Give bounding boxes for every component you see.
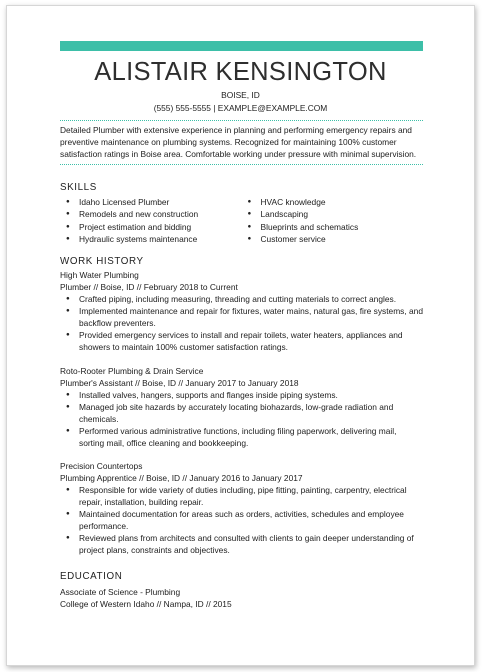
job-role: Plumber // Boise, ID // February 2018 to Current (60, 282, 238, 292)
job-entry (60, 365, 423, 449)
accent-bar (60, 41, 423, 51)
skills-heading: SKILLS (60, 182, 97, 193)
education-school: College of Western Idaho // Nampa, ID // 2015 (60, 599, 232, 609)
job-bullets (60, 484, 423, 556)
job-company: High Water Plumbing (60, 270, 139, 280)
dotted-divider-top (60, 120, 423, 121)
skill-item: ● Blueprints and schematics (242, 221, 424, 233)
job-bullet: ● Responsible for wide variety of duties including, pipe fitting, painting, carpentry, electrical repair, installation, building repair. (60, 484, 423, 508)
skill-item: ● Landscaping (242, 208, 424, 220)
skill-item: ● Remodels and new construction (60, 208, 242, 220)
job-bullet: ● Installed valves, hangers, supports and flanges inside piping systems. (60, 389, 423, 401)
job-company: Precision Countertops (60, 461, 143, 471)
job-bullets (60, 389, 423, 449)
job-entry (60, 460, 423, 556)
education-entry (60, 586, 232, 610)
skills-list (60, 196, 423, 246)
job-bullet: ● Provided emergency services to install and repair toilets, water heaters, appliances and showers to maintain 100% customer satisfaction ratings. (60, 329, 423, 353)
skill-item: ● Customer service (242, 233, 424, 245)
job-role: Plumber's Assistant // Boise, ID // January 2017 to January 2018 (60, 378, 299, 388)
candidate-name: ALISTAIR KENSINGTON (94, 58, 387, 86)
education-heading: EDUCATION (60, 571, 123, 582)
professional-summary: Detailed Plumber with extensive experience in planning and performing emergency repairs and preventive maintenance on plumbing systems. Recognized for maintaining 100% customer satisfaction ratings in Boise area. Comfortable working under pressure with minimal supervision. (60, 125, 417, 159)
location: BOISE, ID (221, 90, 260, 100)
skills-column-right (242, 196, 424, 246)
work-history-heading: WORK HISTORY (60, 256, 144, 267)
job-bullet: ● Performed various administrative functions, including filing paperwork, delivering mail, sorting mail, office cleaning and bookkeeping. (60, 425, 423, 449)
job-bullet: ● Managed job site hazards by accurately locating biohazards, low-grade radiation and chemicals. (60, 401, 423, 425)
skill-item: ● HVAC knowledge (242, 196, 424, 208)
job-role: Plumbing Apprentice // Boise, ID // January 2016 to January 2017 (60, 473, 303, 483)
job-bullets (60, 293, 423, 353)
job-bullet: ● Implemented maintenance and repair for fixtures, water mains, natural gas, fire systems, and backflow preventers. (60, 305, 423, 329)
job-bullet: ● Crafted piping, including measuring, threading and cutting materials to correct angles. (60, 293, 423, 305)
job-company: Roto-Rooter Plumbing & Drain Service (60, 366, 204, 376)
resume-page (6, 5, 475, 666)
skill-item: ● Project estimation and bidding (60, 221, 242, 233)
skills-column-left (60, 196, 242, 246)
job-bullet: ● Maintained documentation for areas such as orders, activities, schedules and employee performance. (60, 508, 423, 532)
skill-item: ● Hydraulic systems maintenance (60, 233, 242, 245)
skill-item: ● Idaho Licensed Plumber (60, 196, 242, 208)
dotted-divider-bottom (60, 164, 423, 165)
job-bullet: ● Reviewed plans from architects and consulted with clients to gain deeper understanding of project plans, constraints and objectives. (60, 532, 423, 556)
job-entry (60, 269, 423, 353)
contact-info: (555) 555-5555 | EXAMPLE@EXAMPLE.COM (153, 103, 328, 113)
education-degree: Associate of Science - Plumbing (60, 587, 181, 597)
